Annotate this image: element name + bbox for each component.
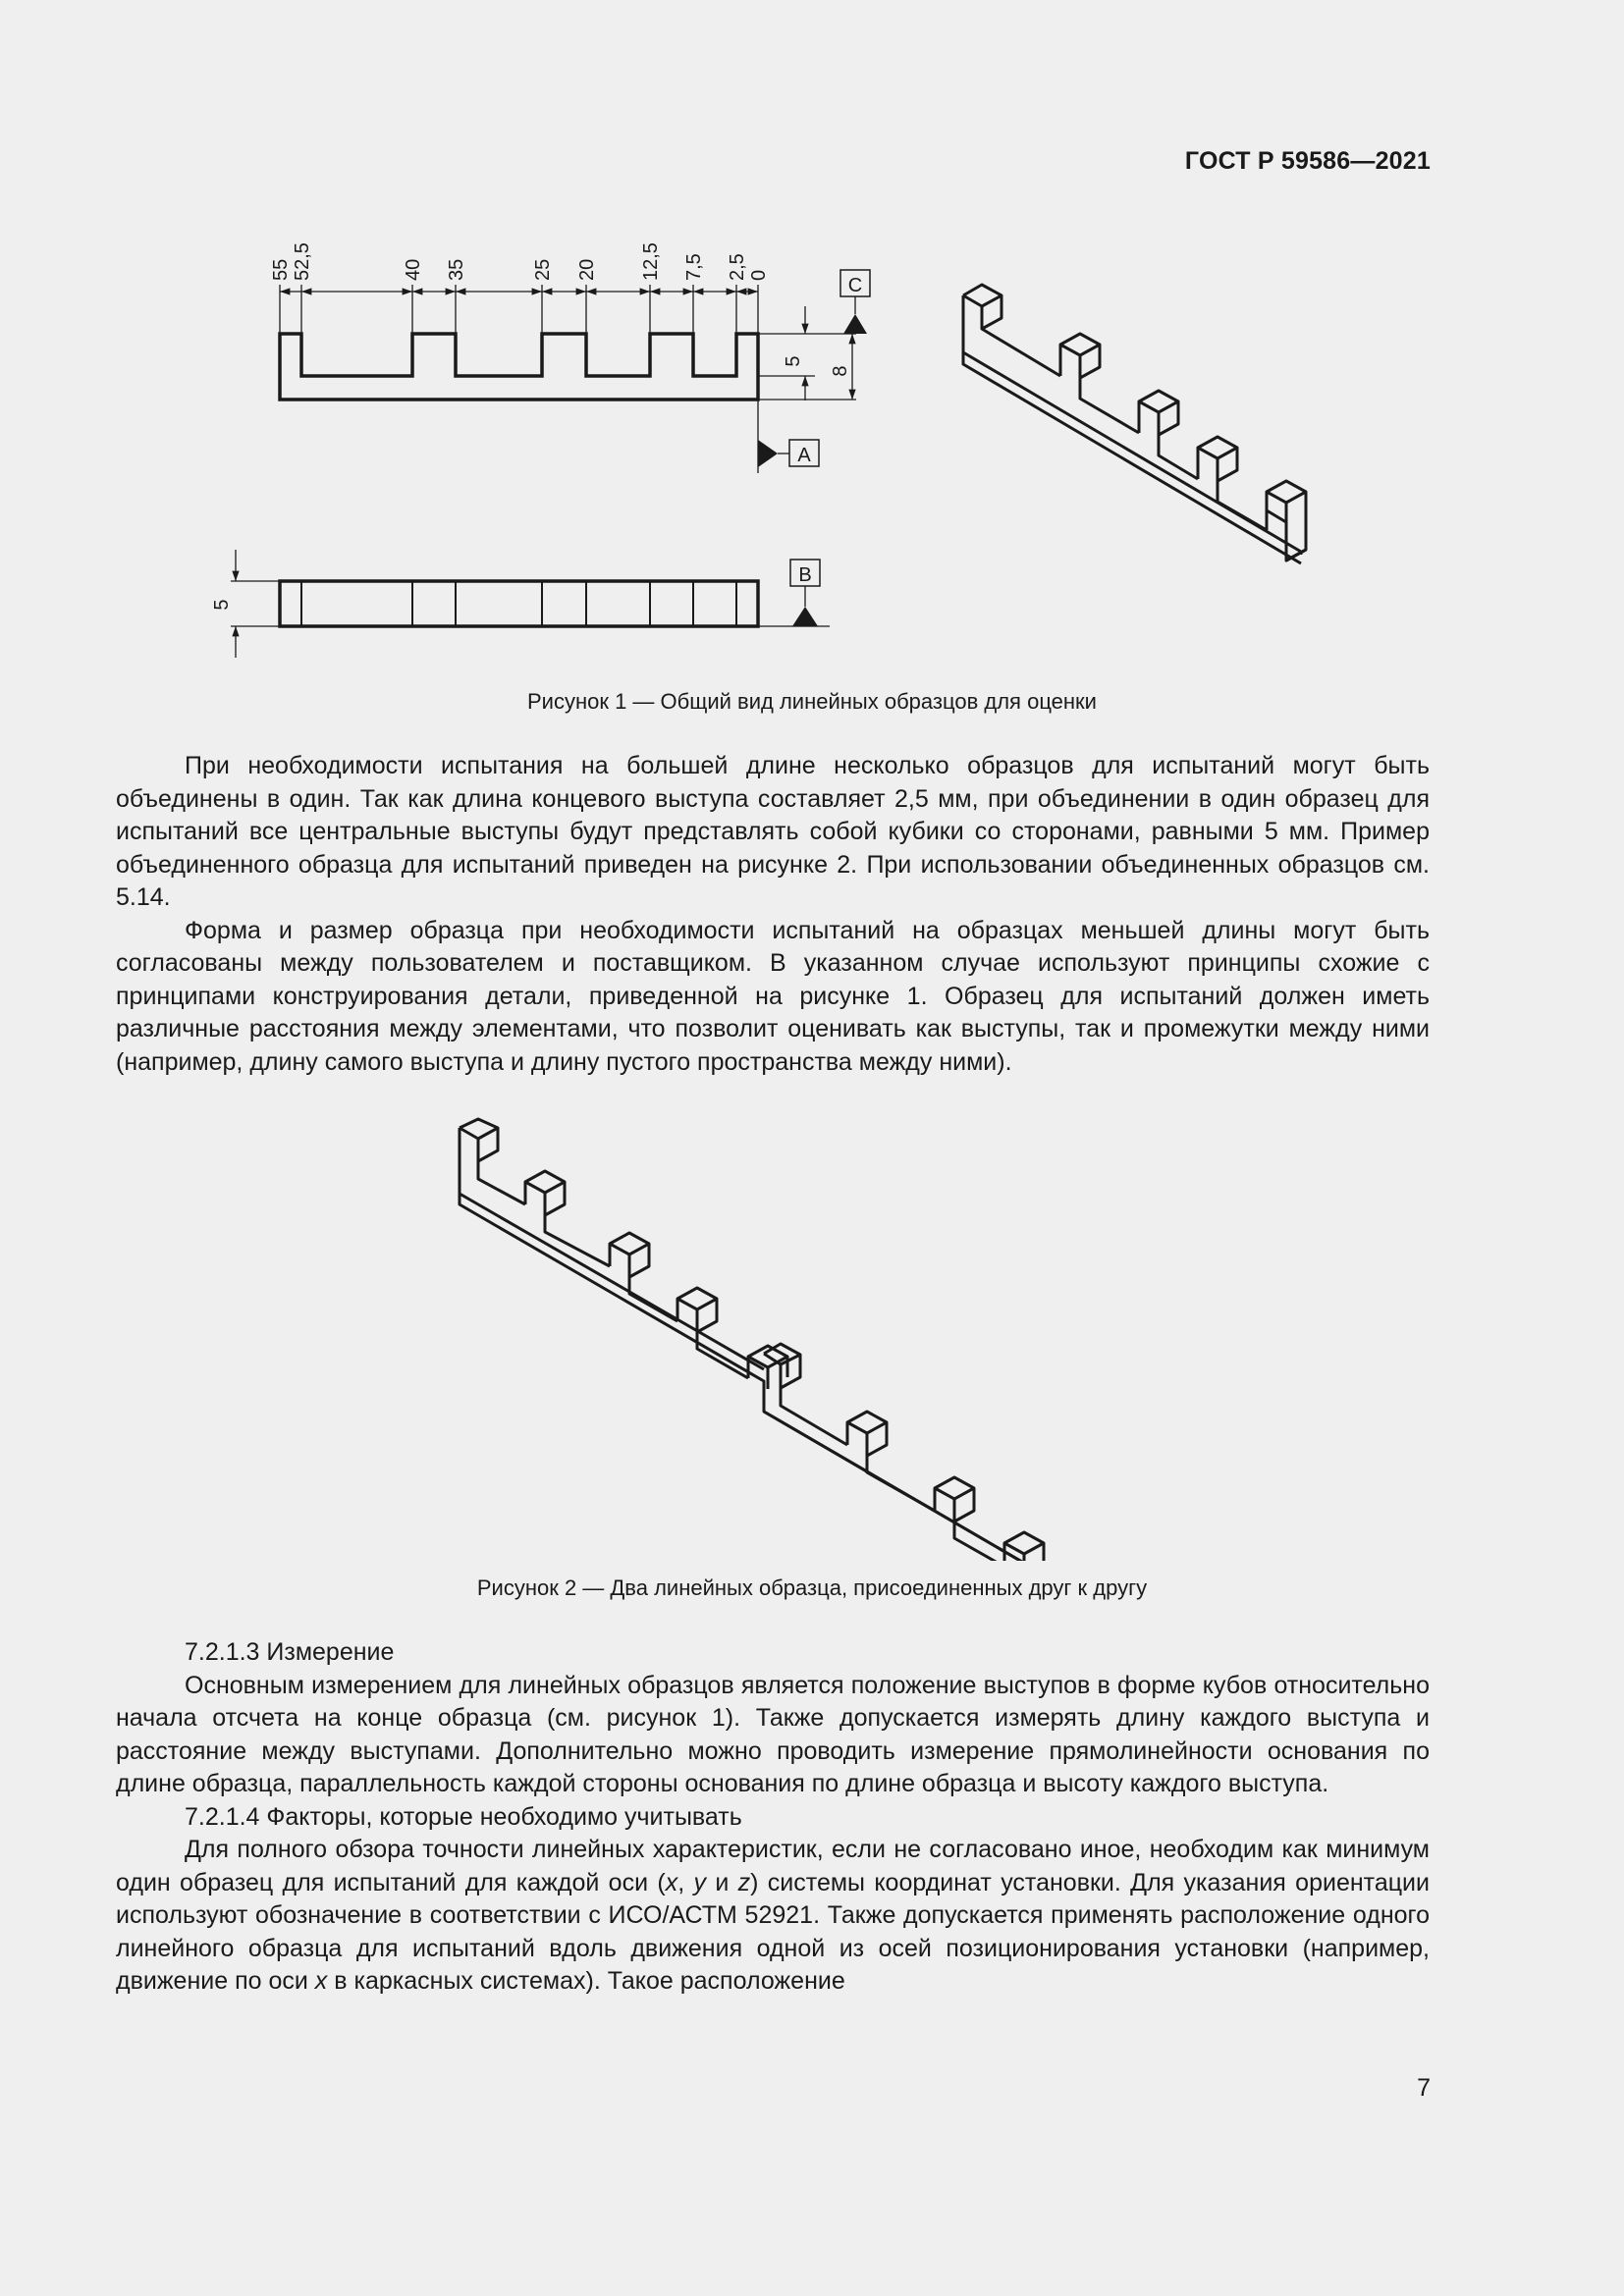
section-heading-7-2-1-3: 7.2.1.3 Измерение	[185, 1638, 395, 1666]
axis-symbol: y	[693, 1868, 706, 1896]
dim-label: 25	[532, 258, 554, 281]
dim-label: 7,5	[683, 253, 705, 281]
axis-symbol: z	[737, 1868, 751, 1896]
dim-label: 0	[748, 269, 770, 281]
dim-label: 20	[576, 258, 598, 281]
dim-label: 40	[403, 258, 424, 281]
dim-label: 35	[446, 258, 467, 281]
side-view-profile	[280, 581, 758, 626]
paragraph: Основным измерением для линейных образцов является положение выступов в форме кубов относительно начала отсчета на конце образца (см. рисунок 1). Также допускается измерять длину каждого выступа и расстояние между выступами. Дополнительно можно проводить измерение прямолинейности основания по длине образца, параллельность каждой стороны основания по длине образца и высоту каждого выступа.	[116, 1671, 1430, 1797]
height-label-step: 5	[783, 355, 804, 367]
text-block-2	[116, 1636, 1430, 1999]
paragraph: Форма и размер образца при необходимости испытаний на образцах меньшей длины могут быть согласованы между пользователем и поставщиком. В указанном случае используют принципы схожие с принципами конструирования детали, приведенной на рисунке 1. Образец для испытаний должен иметь различные расстояния между элементами, что позволит оценивать как выступы, так и промежутки между ними (например, длину самого выступа и длину пустого пространства между ними).	[116, 916, 1430, 1076]
axis-symbol: x	[314, 1967, 328, 1995]
dim-label: 52,5	[292, 242, 313, 281]
paragraph: При необходимости испытания на большей длине несколько образцов для испытаний могут быть объединены в один. Так как длина концевого выступа составляет 2,5 мм, при объединении в один образец для испытаний все центральные выступы будут представлять собой кубики со сторонами, равными 5 мм. Пример объединенного образца для испытаний приведен на рисунке 2. При использовании объединенных образцов см. 5.14.	[116, 752, 1430, 911]
datum-c: C	[847, 275, 863, 296]
figure-2-caption: Рисунок 2 — Два линейных образца, присоединенных друг к другу	[476, 1575, 1148, 1600]
dim-label: 2,5	[727, 253, 748, 281]
document-number: ГОСТ Р 59586—2021	[1184, 147, 1431, 175]
paragraph: Для полного обзора точности линейных характеристик, если не согласовано иное, необходим как минимум один образец для испытаний для каждой оси (x, y и z) системы координат установки. Для указания ориентации используют обозначение в соответствии с ИСО/АСТМ 52921. Также допускается применять расположение одного линейного образца для испытаний вдоль движения одной из осей позиционирования установки (например, движение по оси x в каркасных системах). Такое расположение	[116, 1836, 1430, 1995]
figure-2-drawing	[432, 1109, 1119, 1561]
page-number: 7	[1417, 2074, 1431, 2102]
height-label-total: 8	[830, 365, 851, 377]
figure-1-isometric	[963, 285, 1306, 563]
datum-b: B	[798, 564, 812, 586]
dim-label: 12,5	[640, 242, 662, 281]
section-heading-7-2-1-4: 7.2.1.4 Факторы, которые необходимо учитывать	[185, 1802, 742, 1831]
datum-a: A	[797, 445, 811, 466]
dim-label: 55	[270, 258, 292, 281]
height-label-side: 5	[211, 599, 233, 611]
text-block-1	[116, 750, 1430, 1079]
figure-1-drawing	[196, 216, 1375, 687]
axis-symbol: x	[665, 1868, 678, 1896]
front-view-profile	[280, 334, 758, 400]
figure-1-caption: Рисунок 1 — Общий вид линейных образцов для оценки	[527, 689, 1097, 714]
